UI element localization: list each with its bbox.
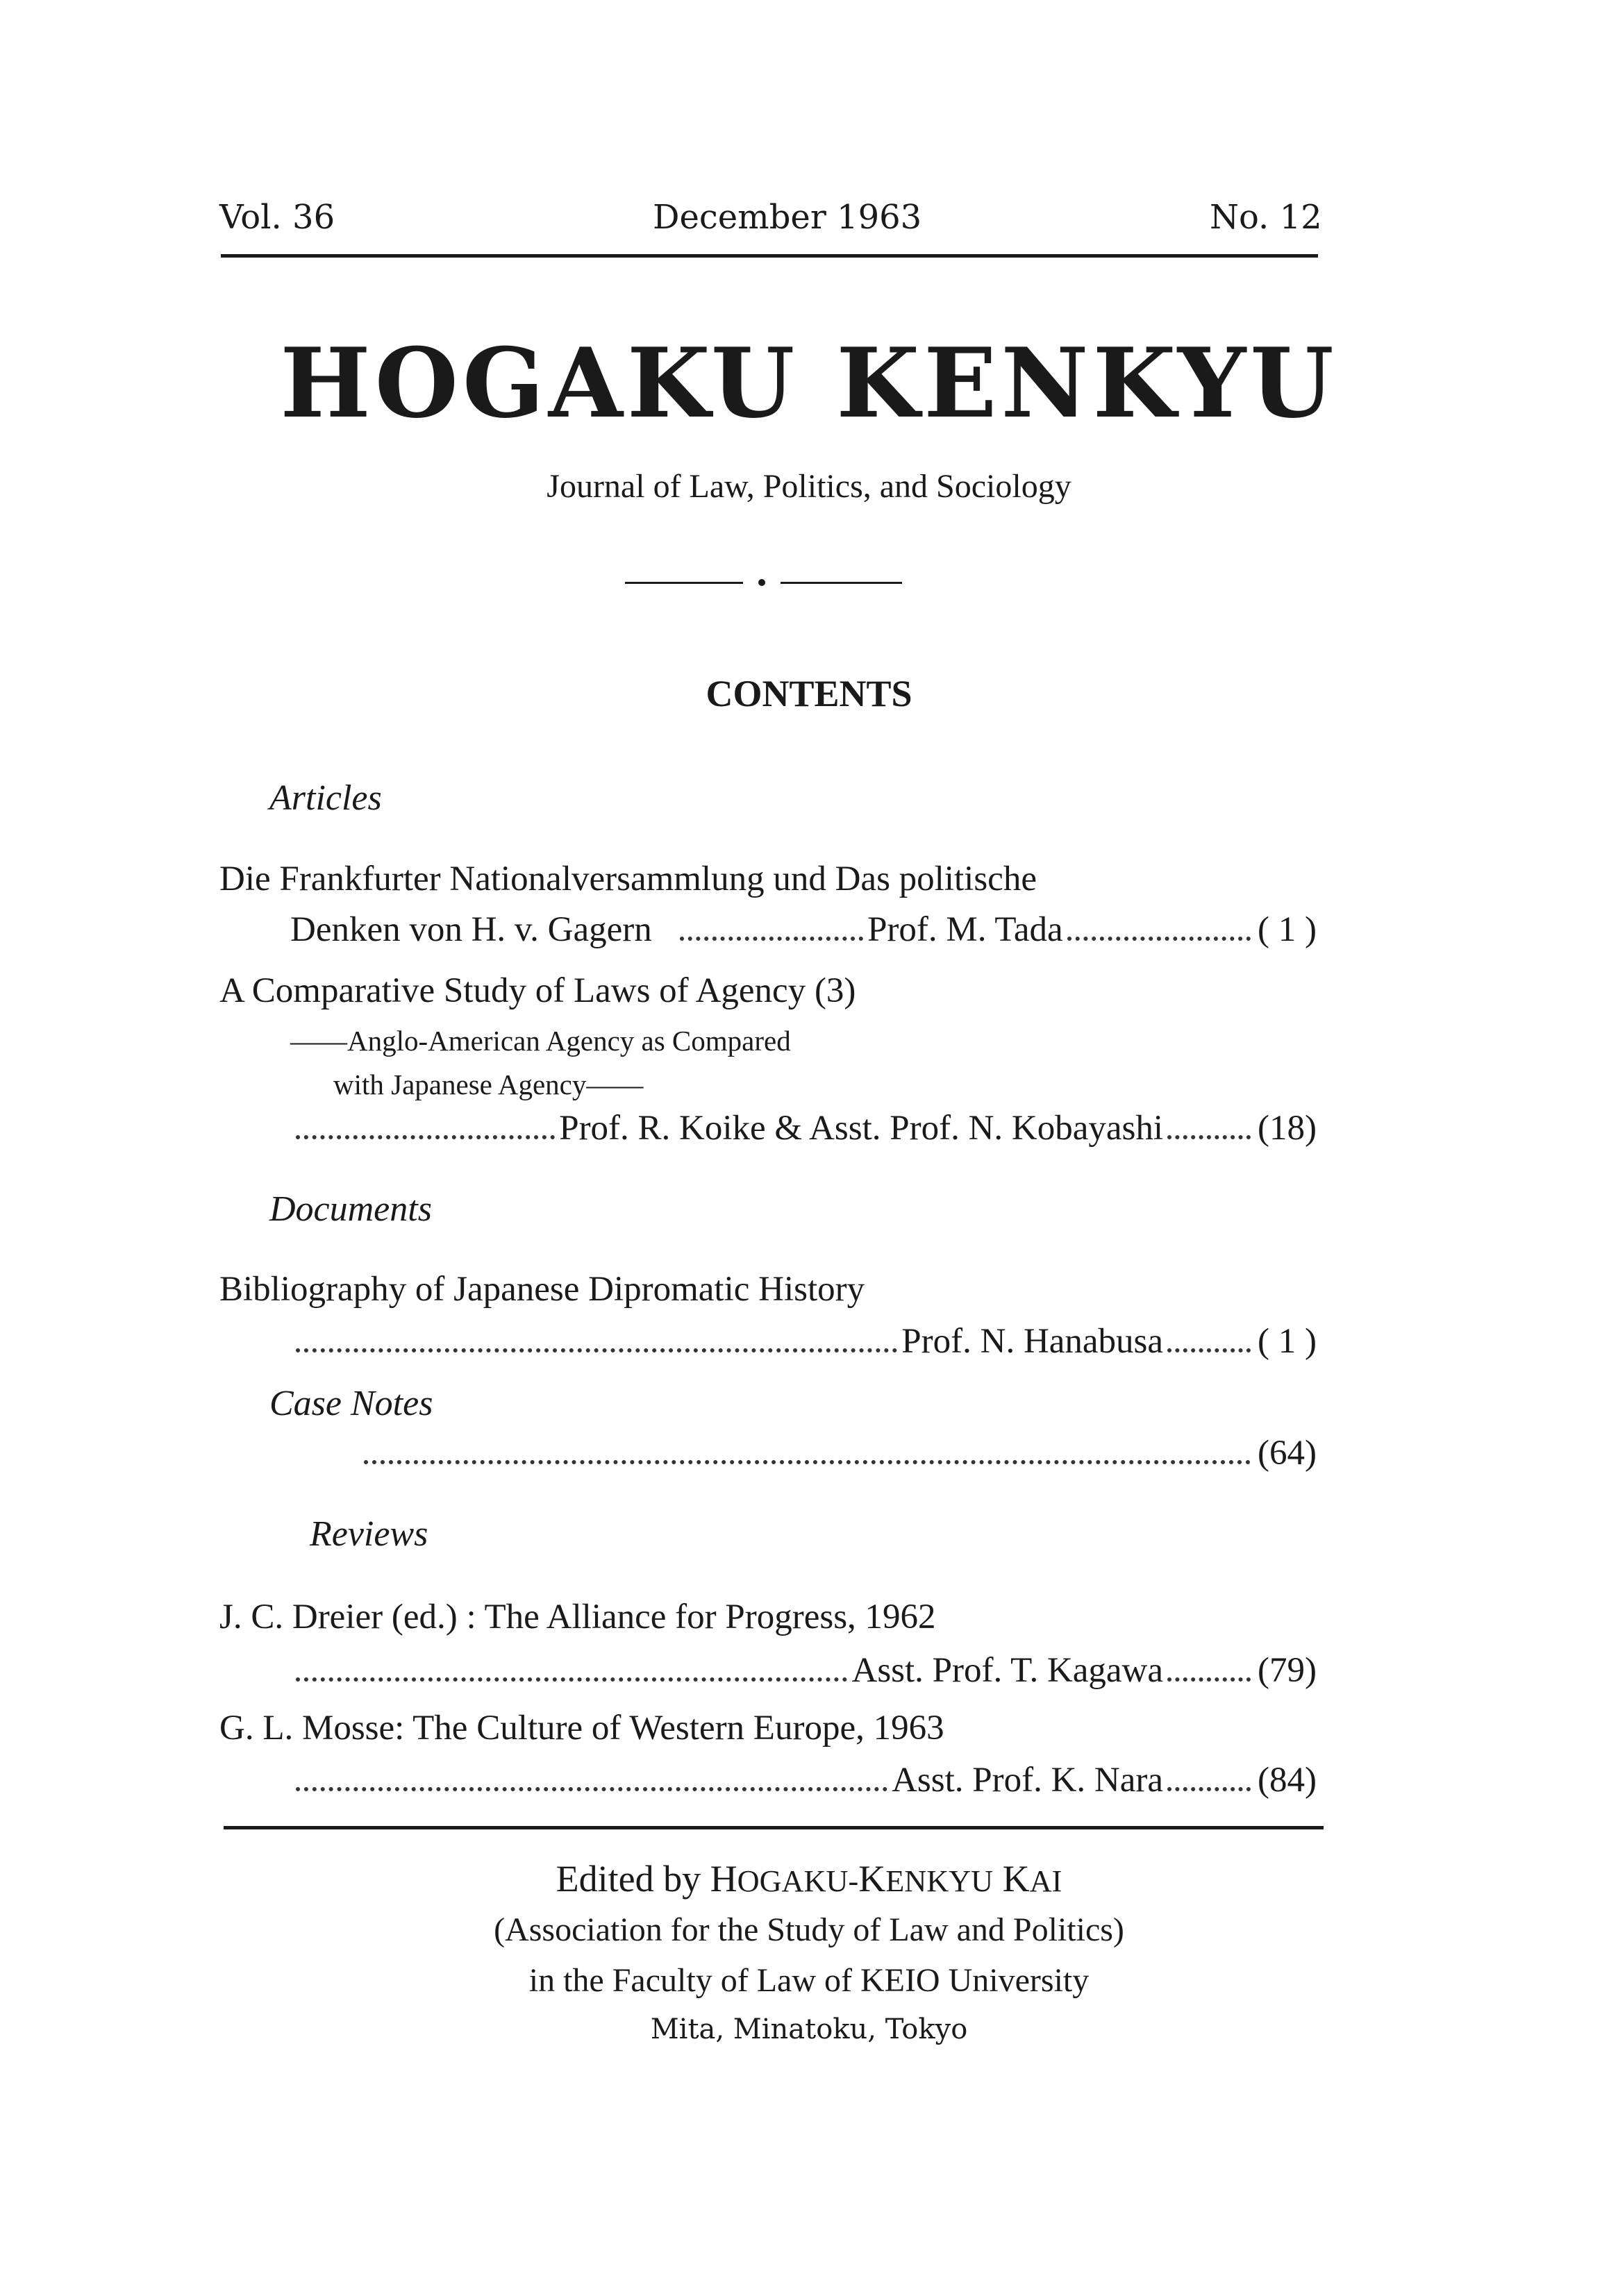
review-2-page: (84) [1258,1761,1317,1800]
article-1-author: Prof. M. Tada [867,910,1063,949]
review-1-entry [292,1650,1317,1691]
article-1-page: ( 1 ) [1258,910,1317,949]
header-rule [221,254,1318,258]
article-2-author: Prof. R. Koike & Asst. Prof. N. Kobayashi [559,1109,1164,1148]
journal-subtitle: Journal of Law, Politics, and Sociology [547,468,1071,505]
journal-title: HOGAKU KENKYU [280,326,1338,439]
dot-leader [680,937,863,941]
dot-leader [1067,937,1251,941]
article-1-title-line2: Denken von H. v. Gagern [290,910,652,949]
review-1-author: Asst. Prof. T. Kagawa [851,1651,1164,1690]
review-1-page: (79) [1258,1651,1317,1690]
dot-leader [1167,1348,1251,1352]
editor-name: HOGAKU-KENKYU KAI [710,1858,1062,1900]
article-2-subtitle-line1: ——Anglo-American Agency as Compared [290,1025,791,1057]
volume-label: Vol. 36 [219,198,335,237]
review-2-entry [292,1760,1317,1800]
dot-leader [296,1135,555,1139]
article-2-page: (18) [1258,1109,1317,1148]
case-notes-page: (64) [1258,1434,1317,1473]
document-1-title: Bibliography of Japanese Dipromatic History [219,1270,865,1309]
dot-leader [1167,1787,1251,1791]
review-2-title: G. L. Mosse: The Culture of Western Europe, 1963 [219,1709,944,1748]
article-2-entry [292,1108,1317,1148]
articles-heading: Articles [269,778,382,818]
contents-heading: CONTENTS [706,673,912,714]
dot-leader [364,1460,1251,1464]
document-1-author: Prof. N. Hanabusa [901,1322,1164,1361]
dot-leader [1167,1677,1251,1682]
review-1-title: J. C. Dreier (ed.) : The Alliance for Progress, 1962 [219,1598,936,1636]
case-notes-entry [360,1433,1317,1473]
issue-number: No. 12 [1210,198,1322,237]
footer-rule [224,1826,1324,1829]
documents-heading: Documents [269,1189,432,1229]
edited-by-prefix: Edited by [556,1858,701,1900]
dot-leader [296,1348,897,1352]
case-notes-heading: Case Notes [269,1384,433,1423]
document-1-page: ( 1 ) [1258,1322,1317,1361]
edited-by-line [0,1857,1618,1900]
faculty-line: in the Faculty of Law of KEIO University [528,1962,1090,1999]
dot-leader [1167,1135,1251,1139]
review-2-author: Asst. Prof. K. Nara [892,1761,1164,1800]
association-line: (Association for the Study of Law and Politics) [494,1911,1124,1948]
reviews-heading: Reviews [310,1514,428,1554]
address-line: Mita, Minatoku, Tokyo [650,2013,968,2045]
issue-date: December 1963 [653,198,922,237]
article-2-subtitle-line2: with Japanese Agency—— [333,1069,644,1100]
document-1-entry [292,1321,1317,1361]
ornament-divider [625,578,903,587]
dot-leader [296,1677,847,1682]
article-1-title-line1: Die Frankfurter Nationalversammlung und Das politische [219,860,1037,898]
article-1-entry [290,910,1317,950]
article-2-title: A Comparative Study of Laws of Agency (3) [219,971,856,1010]
dot-leader [296,1787,887,1791]
